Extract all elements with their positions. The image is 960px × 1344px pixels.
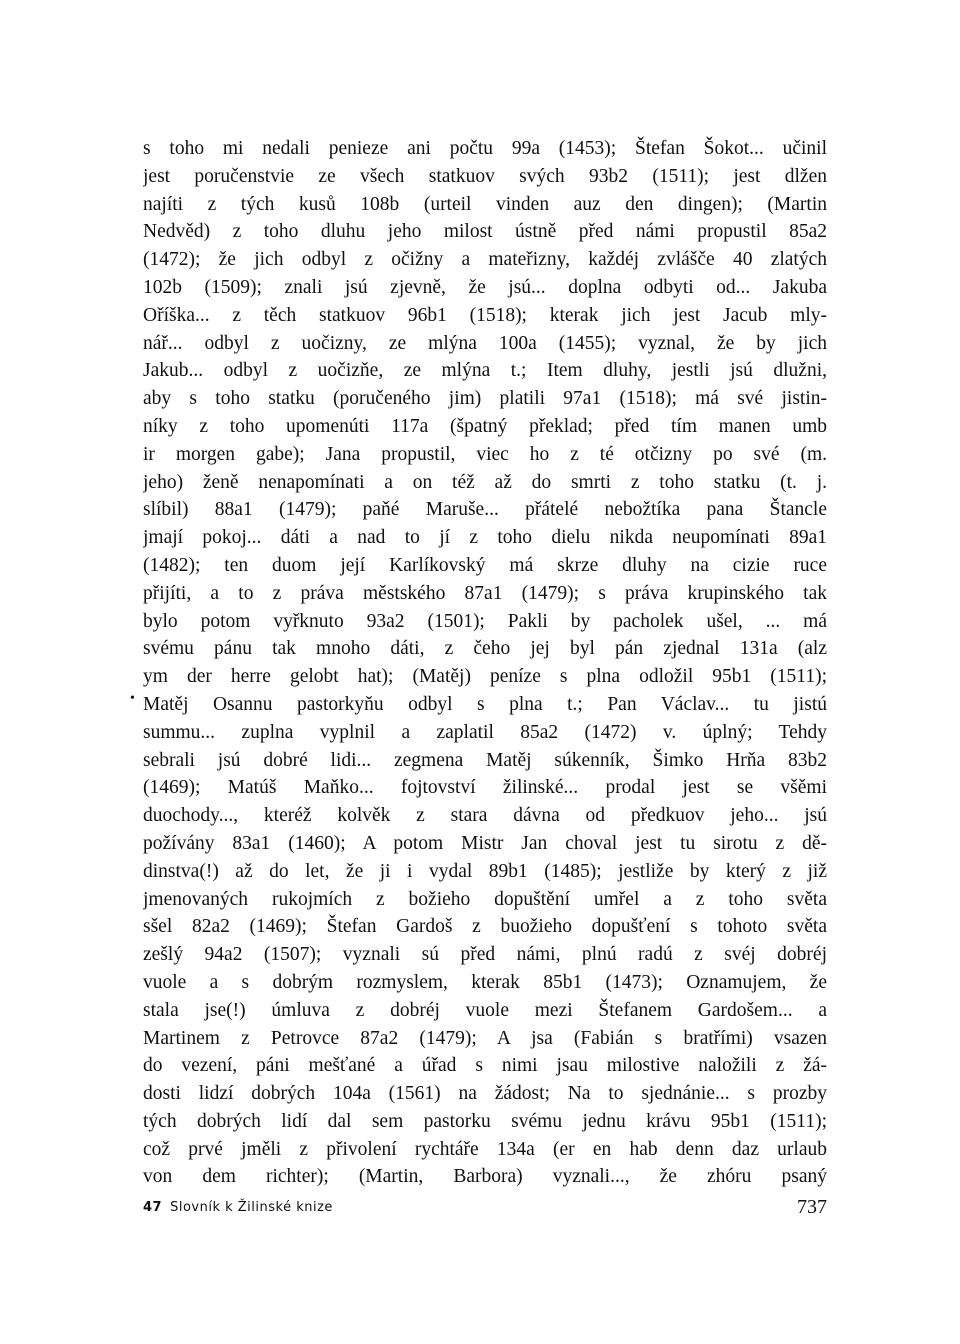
text-line: s toho mi nedali penieze ani počtu 99a (1453); Štefan Šokot... učinil bbox=[143, 138, 827, 159]
text-line: jmají pokoj... dáti a nad to jí z toho dielu nikda neupomínati 89a1 bbox=[143, 527, 827, 549]
text-line: což prvé jměli z přivolení rychtáře 134a (er en hab denn daz urlaub bbox=[143, 1138, 827, 1160]
text-line: Matěj Osannu pastorkyňu odbyl s plna t.; Pan Václav... tu jistú bbox=[143, 693, 827, 715]
text-line: sebrali jsú dobré lidi... zegmena Matěj súkenník, Šimko Hrňa 83b2 bbox=[143, 749, 827, 771]
page-footer bbox=[143, 1196, 827, 1226]
footer-title: Slovník k Žilinské knize bbox=[170, 1200, 333, 1215]
text-line: (1469); Matúš Maňko... fojtovství žilinské... prodal jest se všěmi bbox=[143, 777, 827, 799]
text-line: tých dobrých lidí dal sem pastorku svému jednu krávu 95b1 (1511); bbox=[143, 1110, 827, 1132]
text-line: summu... zuplna vyplnil a zaplatil 85a2 (1472) v. úplný; Tehdy bbox=[143, 721, 827, 743]
text-line: jmenovaných rukojmích z božieho dopuštění umřel a z toho světa bbox=[143, 888, 827, 910]
text-line: Jakub... odbyl z uočizňe, ze mlýna t.; Item dluhy, jestli jsú dlužni, bbox=[143, 360, 827, 382]
text-line: jeho) ženě nenapomínati a on též až do smrti z toho statku (t. j. bbox=[143, 471, 827, 493]
text-line: stala jse(!) úmluva z dobréj vuole mezi Štefanem Gardošem... a bbox=[143, 999, 827, 1021]
text-line: přijíti, a to z práva městského 87a1 (1479); s práva krupinského tak bbox=[143, 582, 827, 604]
text-line: Martinem z Petrovce 87a2 (1479); A jsa (Fabián s bratřími) vsazen bbox=[143, 1027, 827, 1049]
text-line: aby s toho statku (poručeného jim) platili 97a1 (1518); má své jistin- bbox=[143, 388, 827, 410]
main-text bbox=[130, 135, 827, 1191]
text-line: ym der herre gelobt hat); (Matěj) peníze s plna odložil 95b1 (1511); bbox=[143, 666, 827, 688]
text-line: sšel 82a2 (1469); Štefan Gardoš z buožieho dopušťení s tohoto světa bbox=[143, 916, 827, 938]
text-line: nář... odbyl z uočizny, ze mlýna 100a (1455); vyznal, že by jich bbox=[143, 332, 827, 354]
text-line: dosti lidzí dobrých 104a (1561) na žádost; Na to sjednánie... s prozby bbox=[143, 1083, 827, 1105]
text-line: duochody..., kteréž kolvěk z stara dávna od předkuov jeho... jsú bbox=[143, 805, 827, 827]
text-line: níky z toho upomenúti 117a (špatný překlad; před tím manen umb bbox=[143, 415, 827, 437]
text-line: slíbil) 88a1 (1479); paňé Maruše... přátelé nebožtíka pana Štancle bbox=[143, 499, 827, 521]
text-line: požívány 83a1 (1460); A potom Mistr Jan choval jest tu sirotu z dě- bbox=[143, 832, 827, 854]
text-line: zešlý 94a2 (1507); vyznali sú před námi, plnú radú z svéj dobréj bbox=[143, 944, 827, 966]
text-line: Oříška... z těch statkuov 96b1 (1518); kterak jich jest Jacub mly- bbox=[143, 304, 827, 326]
text-line: jest poručenstvie ze všech statkuov svých 93b2 (1511); jest dlžen bbox=[143, 165, 827, 187]
text-line: dinstva(!) až do let, že ji i vydal 89b1 (1485); jestliže by který z již bbox=[143, 860, 827, 882]
text-line: Nedvěd) z toho dluhu jeho milost ústně před námi propustil 85a2 bbox=[143, 221, 827, 243]
text-line: svému pánu tak mnoho dáti, z čeho jej byl pán zjednal 131a (alz bbox=[143, 638, 827, 660]
text-line: 102b (1509); znali jsú zjevně, že jsú... doplna odbyti od... Jakuba bbox=[143, 276, 827, 298]
signature-number: 47 bbox=[143, 1200, 163, 1215]
text-line: bylo potom vyřknuto 93a2 (1501); Pakli by pacholek ušel, ... má bbox=[143, 610, 827, 632]
text-line: najíti z tých kusů 108b (urteil vinden auz den dingen); (Martin bbox=[143, 193, 827, 215]
text-line: (1472); že jich odbyl z očižny a mateřizny, každéj zvláščе 40 zlatých bbox=[143, 249, 827, 271]
text-line: von dem richter); (Martin, Barbora) vyznali..., že zhóru psaný bbox=[143, 1166, 827, 1188]
page-number: 737 bbox=[797, 1196, 827, 1218]
text-line: do vezení, páni mešťané a úřad s nimi jsau milostive naložili z žá- bbox=[143, 1055, 827, 1077]
footer-signature bbox=[143, 1200, 333, 1215]
text-line: ir morgen gabe); Jana propustil, viec ho z té otčizny po své (m. bbox=[143, 443, 827, 465]
text-line: vuole a s dobrým rozmyslem, kterak 85b1 (1473); Oznamujem, že bbox=[143, 971, 827, 993]
text-line: (1482); ten duom její Karlíkovský má skrze dluhy na cizie ruce bbox=[143, 554, 827, 576]
margin-bullet-icon: • bbox=[130, 690, 135, 706]
